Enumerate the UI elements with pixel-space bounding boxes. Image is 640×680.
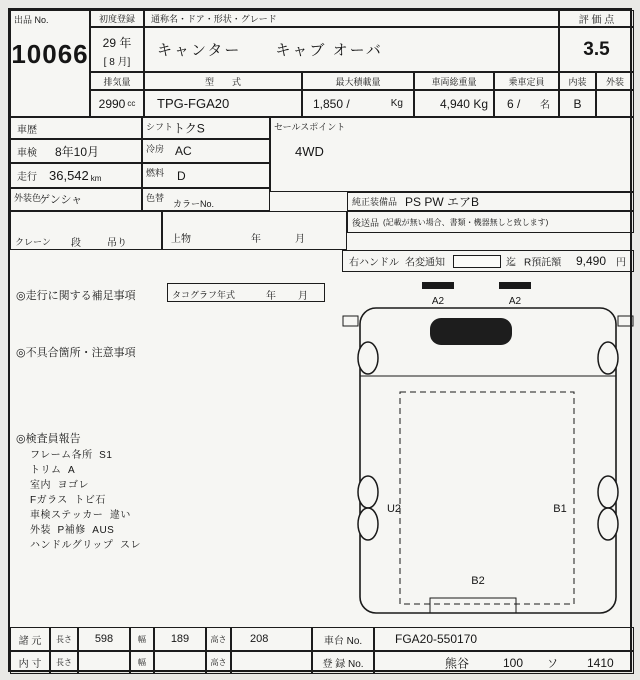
exterior-label: 外装 (596, 72, 634, 90)
crane-cell (10, 211, 162, 250)
inner-dim-label: 内 寸 (10, 651, 50, 674)
fuel-value: D (177, 168, 186, 183)
vehicle-name-header: 通称名・ドア・形状・グレード (144, 10, 559, 27)
report-item: 車検ステッカー 違い (30, 510, 131, 521)
inner-length-empty (78, 651, 130, 674)
exterior-color-label: 外装色 (14, 193, 42, 203)
mirror-left (343, 316, 358, 326)
report-item: 室内 ヨゴレ (30, 480, 90, 491)
color-no-label: カラーNo. (173, 199, 215, 209)
ac-label: 冷房 (146, 144, 165, 154)
wheel-front-left (358, 342, 378, 374)
displacement-number: 2990 (98, 96, 126, 111)
tachograph-year: 年 (266, 291, 276, 302)
inspection-cell (10, 139, 142, 163)
height-label-1: 高さ (206, 627, 231, 651)
equipment-cell (347, 192, 634, 211)
reg-number: 1410 (587, 655, 614, 670)
wheel-rear-right-1 (598, 476, 618, 508)
capacity-label: 乗車定員 (494, 72, 559, 90)
gross-weight-label: 車両総重量 (414, 72, 494, 90)
exhibit-no-box (10, 10, 90, 117)
sales-point-cell (270, 117, 634, 192)
mark-b2: B2 (471, 575, 485, 587)
deposit-value: 9,490 (576, 254, 607, 268)
body-month: 月 (295, 234, 305, 245)
deposit-unit: 円 (616, 257, 626, 269)
wheel-rear-left-1 (358, 476, 378, 508)
vehicle-diagram (342, 274, 634, 622)
later-items-label: 後送品 (352, 217, 380, 228)
report-item: ハンドルグリップ スレ (30, 540, 141, 551)
mirror-right (618, 316, 633, 326)
mark-a2-right: A2 (508, 296, 522, 307)
max-load-number: 1,850 / (313, 96, 350, 111)
name-change-label: 名変通知 (405, 257, 445, 269)
width-value: 189 (154, 627, 206, 651)
rear-bumper (430, 598, 516, 613)
history-cell: 車歴 (10, 117, 142, 139)
handle-row (342, 250, 634, 272)
exterior-grade-empty (596, 90, 634, 117)
equipment-label: 純正装備品 (352, 197, 398, 207)
tachograph-label: タコグラフ年式 (172, 290, 236, 300)
reg-class: 100 (503, 655, 524, 670)
height-value: 208 (231, 627, 312, 651)
cargo-bed (400, 392, 574, 604)
body-cell (162, 211, 347, 250)
vehicle-name: キャンター キャブ オーバ (144, 27, 559, 72)
chassis-value: FGA20-550170 (374, 627, 634, 651)
exhibit-no-label: 出品 No. (14, 15, 49, 25)
capacity-value (494, 90, 559, 117)
mileage-unit: km (90, 174, 102, 183)
shift-value: トクS (173, 121, 205, 136)
crane-label: クレーン (15, 237, 51, 247)
mark-u2: U2 (386, 503, 402, 515)
length-value: 598 (78, 627, 130, 651)
first-registration-label: 初度登録 (90, 10, 144, 27)
reg-kana: ソ (547, 657, 558, 670)
registration-value (374, 651, 634, 674)
truck-outline (360, 308, 616, 613)
max-load-value (302, 90, 414, 117)
length-label-2: 長さ (50, 651, 78, 674)
inspector-title: ◎検査員報告 (16, 433, 81, 445)
score-value: 3.5 (559, 27, 634, 72)
front-marker-right (499, 282, 531, 289)
spec-label: 諸 元 (10, 627, 50, 651)
wheel-rear-right-2 (598, 508, 618, 540)
inspection-label: 車検 (17, 147, 37, 159)
displacement-unit: cc (127, 99, 136, 108)
first-registration-value (90, 27, 144, 72)
max-load-unit: Kg (390, 98, 403, 109)
later-items-note: (記載が無い場合、書類・機器無しと致します) (383, 217, 549, 227)
interior-grade: B (559, 90, 596, 117)
shift-label: シフト (146, 122, 174, 132)
report-item: トリム A (30, 465, 76, 476)
mileage-value: 36,542 (49, 168, 89, 183)
color-change-cell (142, 188, 270, 211)
mark-b1: B1 (553, 503, 567, 515)
mileage-note-title: ◎走行に関する補足事項 (16, 290, 136, 302)
fuel-cell (142, 163, 270, 188)
crane-dan: 段 (71, 238, 81, 249)
right-handle-label: 右ハンドル (349, 257, 399, 269)
exterior-color-cell (10, 188, 142, 211)
auction-sheet (8, 8, 632, 672)
inner-height-empty (231, 651, 312, 674)
gross-weight-value: 4,940 Kg (414, 90, 494, 117)
mileage-cell (10, 163, 142, 188)
capacity-number: 6 / (507, 96, 521, 111)
later-items-cell (347, 211, 634, 233)
width-label-2: 幅 (130, 651, 154, 674)
sales-point-value: 4WD (295, 144, 324, 159)
capacity-unit: 名 (540, 100, 550, 111)
inspection-value: 8年10月 (55, 144, 100, 159)
ac-value: AC (175, 144, 192, 158)
sales-point-label: セールスポイント (274, 122, 346, 132)
displacement-value (90, 90, 144, 117)
width-label-1: 幅 (130, 627, 154, 651)
exterior-color-value: ゲンシャ (39, 194, 83, 206)
model-value: TPG-FGA20 (144, 90, 302, 117)
exhibit-no: 10066 (11, 39, 89, 69)
mileage-label: 走行 (17, 172, 37, 183)
color-change-label: 色替 (146, 193, 165, 203)
name-change-input (453, 255, 501, 268)
shift-cell (142, 117, 270, 139)
tachograph-month: 月 (298, 291, 308, 302)
inspector-report-list (30, 448, 250, 553)
report-item: 外装 P補修 AUS (30, 525, 115, 536)
deposit-label: R預託額 (524, 257, 562, 269)
model-label: 型 式 (144, 72, 302, 90)
first-reg-month: [ 8 月] (103, 57, 131, 68)
wheel-front-right (598, 342, 618, 374)
wheel-rear-left-2 (358, 508, 378, 540)
front-marker-left (422, 282, 454, 289)
interior-label: 内装 (559, 72, 596, 90)
made-label: 迄 (506, 257, 516, 269)
registration-label: 登 録 No. (312, 651, 374, 674)
equipment-value: PS PW エアB (405, 195, 480, 209)
score-label: 評 価 点 (559, 10, 634, 27)
length-label-1: 長さ (50, 627, 78, 651)
tachograph-box (167, 283, 325, 302)
inner-width-empty (154, 651, 206, 674)
fuel-label: 燃料 (146, 168, 165, 178)
windshield (430, 318, 512, 345)
report-item: Fガラス トビ石 (30, 495, 106, 506)
reg-area: 熊谷 (445, 656, 470, 670)
first-reg-year: 29 年 (102, 36, 132, 50)
defects-title: ◎不具合箇所・注意事項 (16, 347, 136, 359)
ac-cell (142, 139, 270, 163)
body-year: 年 (251, 234, 261, 245)
max-load-label: 最大積載量 (302, 72, 414, 90)
mark-a2-left: A2 (431, 296, 445, 307)
body-label: 上物 (171, 234, 191, 245)
report-item: フレーム各所 S1 (30, 450, 113, 461)
crane-tsuri: 吊り (107, 238, 127, 249)
displacement-label: 排気量 (90, 72, 144, 90)
chassis-label: 車台 No. (312, 627, 374, 651)
height-label-2: 高さ (206, 651, 231, 674)
